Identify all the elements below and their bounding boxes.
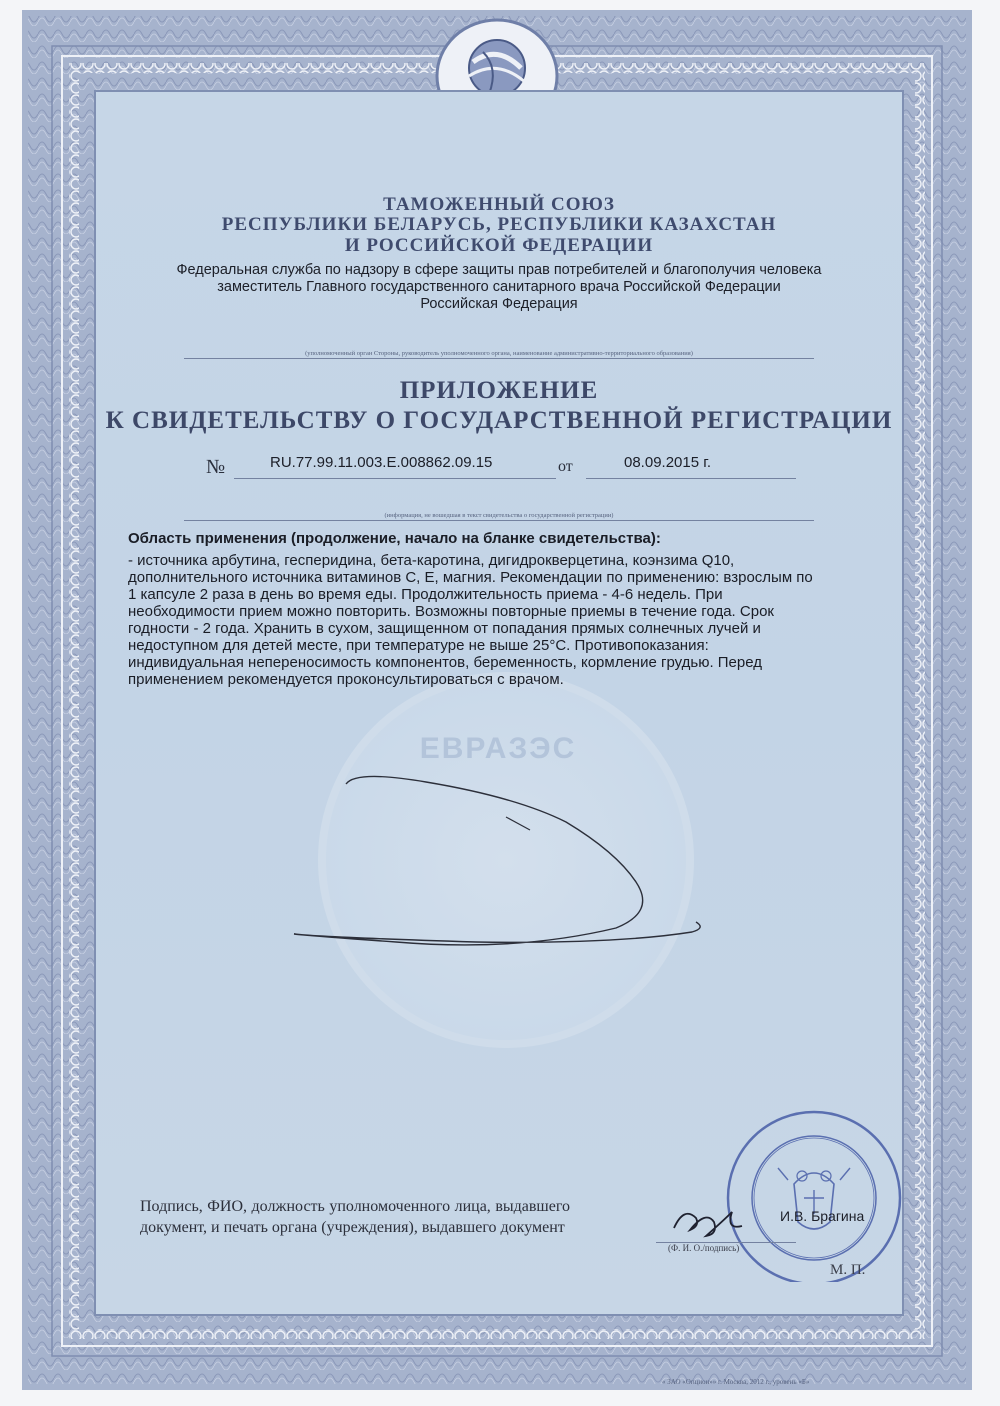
- scope-line: недоступном для детей месте, при температуре не выше 25°С. Противопоказания:: [128, 637, 709, 654]
- authority-line-1: Федеральная служба по надзору в сфере защиты прав потребителей и благополучия человека: [176, 262, 822, 278]
- scope-heading: Область применения (продолжение, начало на бланке свидетельства):: [128, 530, 661, 547]
- signature-label: Подпись, ФИО, должность уполномоченного лица, выдавшего документ, и печать органа (учреждения), выдавшего документ: [140, 1198, 570, 1236]
- authority-caption: (уполномоченный орган Стороны, руководитель уполномоченного органа, наименование административно-территориального образования): [305, 350, 693, 357]
- signer-name: И.В. Брагина: [780, 1208, 865, 1224]
- printer-note: « ЗАО «Опцион»» г. Москва, 2012 г., уровень «Б»: [662, 1378, 810, 1386]
- scope-line: 1 капсуле 2 раза в день во время еды. Продолжительность приема - 4-6 недель. При: [128, 586, 723, 603]
- scope-line: годности - 2 года. Хранить в сухом, защищенном от попадания прямых солнечных лучей и: [128, 620, 761, 637]
- registration-date: 08.09.2015 г.: [624, 454, 712, 471]
- registration-number: RU.77.99.11.003.E.008862.09.15: [270, 454, 493, 471]
- watermark-label: ЕВРАЗЭС: [419, 732, 577, 765]
- authority-line-2: заместитель Главного государственного санитарного врача Российской Федерации: [217, 279, 781, 295]
- seal-place-label: М. П.: [830, 1262, 866, 1278]
- seal-icon: [718, 1102, 904, 1282]
- title-line-1: ПРИЛОЖЕНИЕ: [399, 377, 599, 404]
- handwritten-signature: [666, 1200, 756, 1240]
- scope-line: дополнительного источника витаминов С, Е, магния. Рекомендации по применению: взрослым по: [128, 569, 813, 586]
- union-line-2: РЕСПУБЛИКИ БЕЛАРУСЬ, РЕСПУБЛИКИ КАЗАХСТАН: [221, 214, 777, 235]
- scope-line: - источника арбутина, гесперидина, бета-каротина, дигидрокверцетина, коэнзима Q10,: [128, 552, 735, 569]
- scope-line: необходимости прием можно повторить. Возможны повторные приемы в течение года. Срок: [128, 603, 774, 620]
- content-field: [94, 90, 904, 1316]
- official-seal: [718, 1102, 904, 1282]
- scope-line: применением рекомендуется проконсультироваться с врачом.: [128, 671, 564, 688]
- title-line-2: К СВИДЕТЕЛЬСТВУ О ГОСУДАРСТВЕННОЙ РЕГИСТРАЦИИ: [105, 407, 893, 434]
- certificate-sheet: [22, 10, 972, 1390]
- scope-line: индивидуальная непереносимость компонентов, беременность, кормление грудью. Перед: [128, 654, 763, 671]
- date-label: от: [558, 458, 573, 475]
- number-label: №: [206, 456, 226, 478]
- authority-line-3: Российская Федерация: [420, 296, 578, 312]
- union-line-3: И РОССИЙСКОЙ ФЕДЕРАЦИИ: [344, 235, 654, 256]
- signer-caption: (Ф. И. О./подпись): [668, 1243, 740, 1253]
- union-line-1: ТАМОЖЕННЫЙ СОЮЗ: [383, 194, 615, 215]
- info-caption: (информация, не вошедшая в текст свидетельства о государственной регистрации): [384, 512, 614, 519]
